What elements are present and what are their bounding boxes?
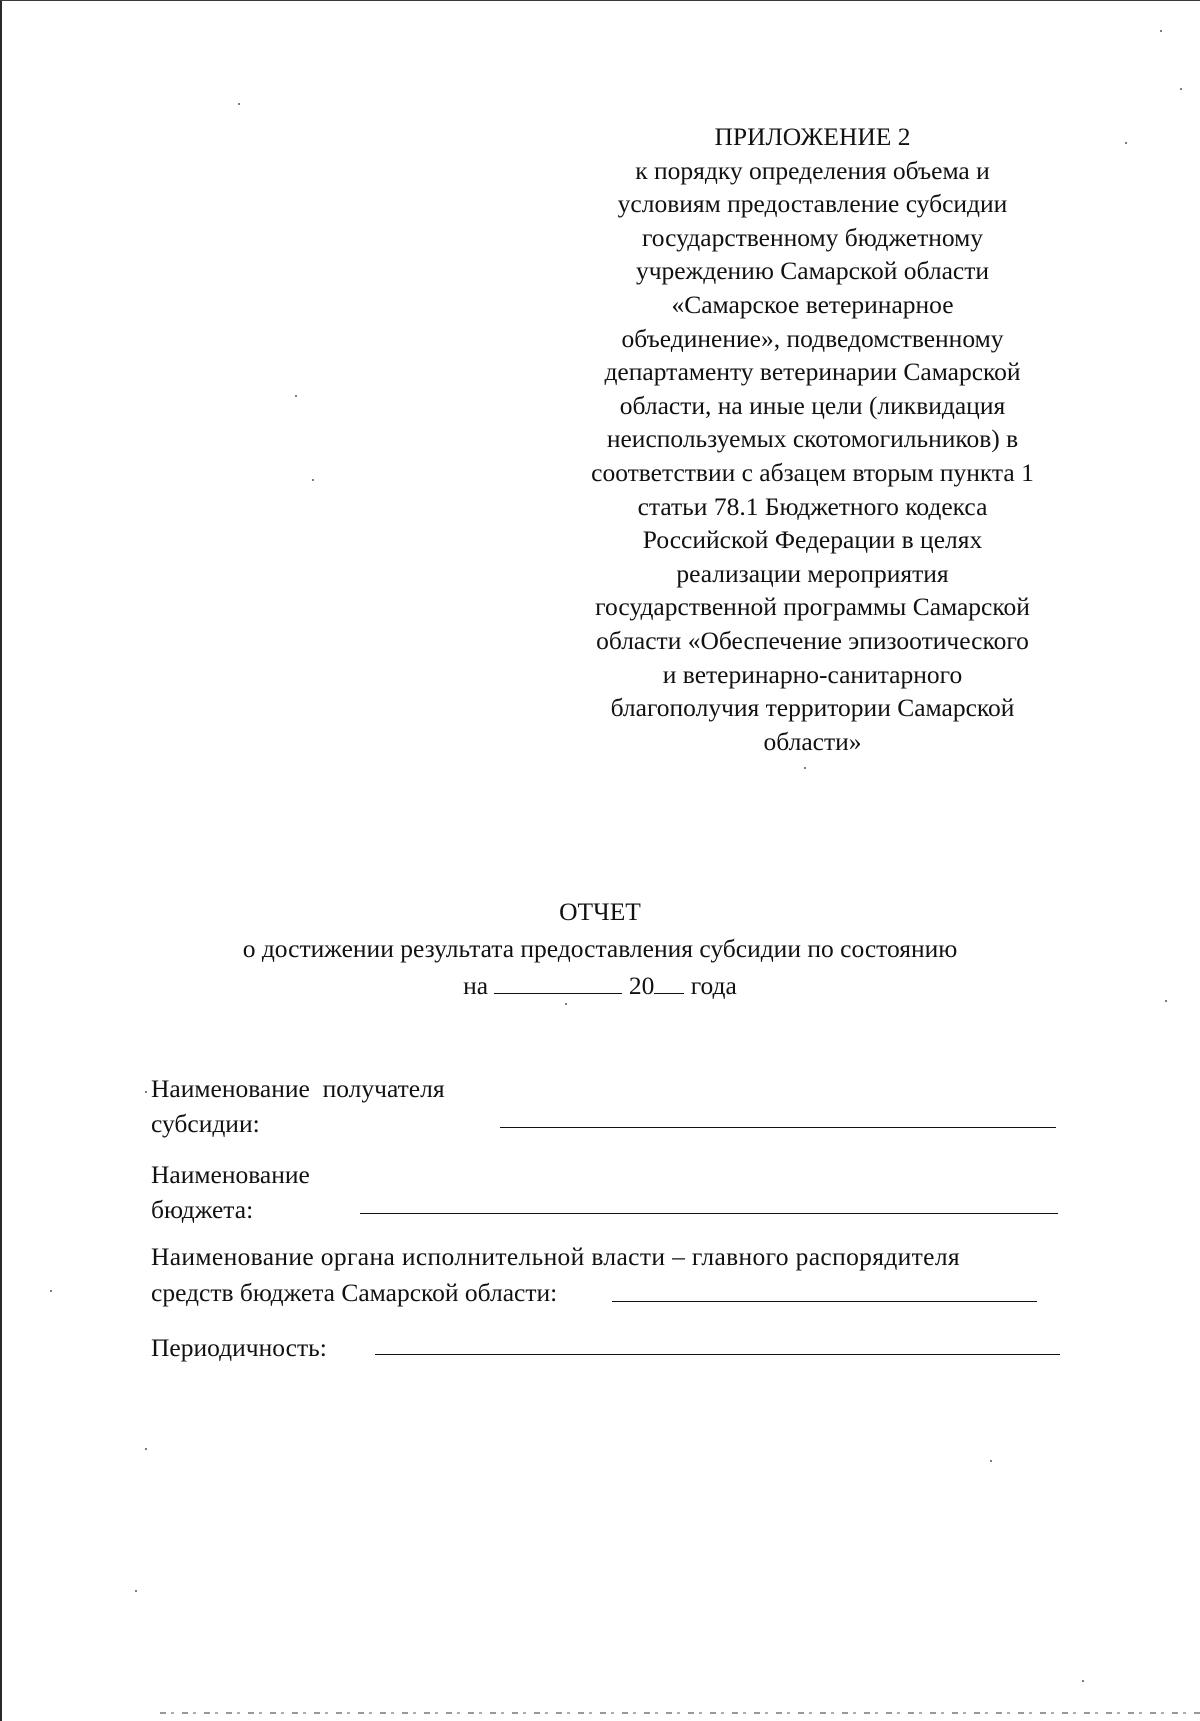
report-subtitle: о достижении результата предоставления субсидии по состоянию bbox=[242, 934, 958, 963]
periodicity-label: Периодичность: bbox=[151, 1333, 327, 1362]
budget-label-line2: бюджета: bbox=[151, 1195, 254, 1224]
appendix-line: соответствии с абзацем вторым пункта 1 bbox=[591, 457, 1034, 487]
scan-speck bbox=[1082, 1680, 1084, 1682]
budget-label-line1: Наименование bbox=[151, 1160, 310, 1189]
appendix-line: благополучия территории Самарской bbox=[610, 693, 1015, 723]
budget-input-line[interactable] bbox=[360, 1213, 1058, 1214]
authority-label-line2: средств бюджета Самарской области: bbox=[151, 1278, 558, 1307]
report-date-line bbox=[150, 967, 1050, 1004]
appendix-line: к порядку определения объема и bbox=[635, 155, 990, 185]
scan-speck bbox=[804, 767, 806, 769]
recipient-input-line[interactable] bbox=[500, 1127, 1056, 1128]
scan-edge-top bbox=[0, 0, 1200, 1]
appendix-line: государственному бюджетному bbox=[641, 222, 984, 252]
report-heading bbox=[150, 893, 1050, 1004]
appendix-header bbox=[555, 120, 1070, 758]
scan-speck bbox=[295, 395, 297, 397]
authority-input-line[interactable] bbox=[612, 1301, 1037, 1302]
scan-speck bbox=[238, 103, 240, 105]
appendix-line: условиям предоставление субсидии bbox=[617, 189, 1008, 219]
scan-edge-bottom bbox=[160, 1712, 1200, 1714]
appendix-line: объединение», подведомственному bbox=[621, 323, 1004, 353]
appendix-line: «Самарское ветеринарное bbox=[671, 289, 954, 319]
date-day-month-blank[interactable] bbox=[494, 992, 622, 994]
appendix-title: ПРИЛОЖЕНИЕ 2 bbox=[714, 122, 911, 151]
appendix-line: Российской Федерации в целях bbox=[642, 525, 983, 555]
appendix-line: государственной программы Самарской bbox=[595, 592, 1030, 622]
appendix-line: реализации мероприятия bbox=[676, 558, 949, 588]
scan-speck bbox=[1165, 1000, 1167, 1002]
appendix-line: неиспользуемых скотомогильников) в bbox=[606, 424, 1019, 454]
scan-speck bbox=[135, 1590, 137, 1592]
appendix-line: учреждению Самарской области bbox=[635, 256, 990, 286]
appendix-line: статьи 78.1 Бюджетного кодекса bbox=[637, 491, 988, 521]
scan-speck bbox=[1160, 30, 1162, 32]
date-suffix: года bbox=[690, 971, 737, 1000]
scan-speck bbox=[990, 1460, 992, 1462]
periodicity-input-line[interactable] bbox=[375, 1354, 1060, 1355]
scan-speck bbox=[312, 479, 314, 481]
scan-speck bbox=[50, 1290, 52, 1292]
recipient-label-line2: субсидии: bbox=[151, 1109, 260, 1138]
appendix-line: области» bbox=[763, 726, 862, 756]
date-prefix: на bbox=[463, 971, 489, 1000]
scan-speck bbox=[1180, 88, 1182, 90]
appendix-line: области, на иные цели (ликвидация bbox=[619, 390, 1006, 420]
recipient-label-line1: Наименование получателя bbox=[151, 1074, 445, 1103]
scan-speck bbox=[1125, 142, 1127, 144]
appendix-line: департаменту ветеринарии Самарской bbox=[604, 357, 1021, 387]
appendix-line: области «Обеспечение эпизоотического bbox=[596, 625, 1029, 655]
report-title: ОТЧЕТ bbox=[559, 897, 641, 926]
appendix-line: и ветеринарно-санитарного bbox=[662, 659, 963, 689]
scan-speck bbox=[145, 1448, 147, 1450]
scan-edge-left bbox=[0, 0, 2, 1721]
scan-speck bbox=[145, 1091, 147, 1093]
date-year-prefix: 20 bbox=[628, 971, 655, 1000]
authority-label-line1: Наименование органа исполнительной власти – главного распорядителя bbox=[151, 1242, 960, 1271]
date-year-blank[interactable] bbox=[654, 992, 684, 994]
